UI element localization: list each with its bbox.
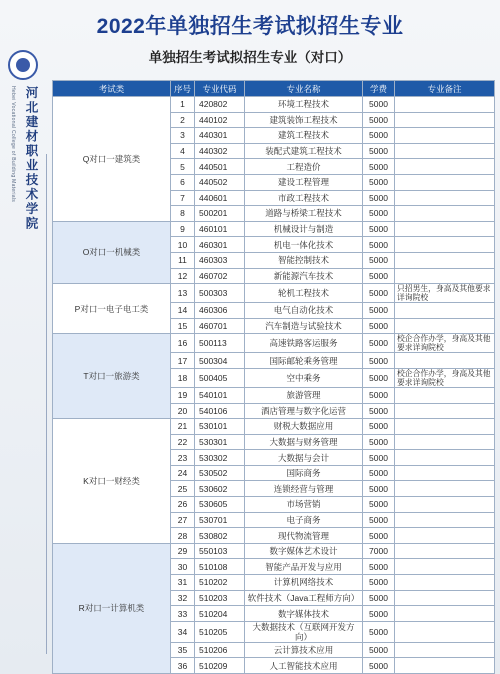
row-number: 12: [171, 268, 195, 284]
major-note: [395, 318, 495, 334]
major-code: 530301: [195, 434, 245, 450]
row-number: 20: [171, 403, 195, 419]
major-code: 510202: [195, 575, 245, 591]
col-header-category: 考试类: [53, 81, 171, 97]
category-cell: Q对口一建筑类: [53, 97, 171, 222]
tuition-fee: 5000: [363, 252, 395, 268]
row-number: 11: [171, 252, 195, 268]
row-number: 35: [171, 642, 195, 658]
school-english-name: Hebei Vocational College of Building Materials: [10, 86, 16, 203]
row-number: 21: [171, 419, 195, 435]
major-code: 530602: [195, 481, 245, 497]
major-name: 数字媒体艺术设计: [245, 543, 363, 559]
tuition-fee: 5000: [363, 303, 395, 319]
major-code: 530605: [195, 497, 245, 513]
col-header-name: 专业名称: [245, 81, 363, 97]
tuition-fee: 5000: [363, 497, 395, 513]
major-name: 道路与桥梁工程技术: [245, 206, 363, 222]
major-code: 440501: [195, 159, 245, 175]
table-row: [53, 419, 495, 435]
row-number: 29: [171, 543, 195, 559]
major-code: 440102: [195, 112, 245, 128]
majors-table: [52, 80, 495, 674]
major-note: [395, 465, 495, 481]
major-code: 510206: [195, 642, 245, 658]
col-header-note: 专业备注: [395, 81, 495, 97]
tuition-fee: 5000: [363, 368, 395, 387]
major-name: 大数据与会计: [245, 450, 363, 466]
major-code: 460301: [195, 237, 245, 253]
major-code: 510203: [195, 590, 245, 606]
major-note: [395, 590, 495, 606]
major-note: [395, 621, 495, 642]
major-code: 510209: [195, 658, 245, 674]
major-note: [395, 252, 495, 268]
row-number: 23: [171, 450, 195, 466]
row-number: 6: [171, 174, 195, 190]
tuition-fee: 5000: [363, 528, 395, 544]
major-code: 500405: [195, 368, 245, 387]
tuition-fee: 5000: [363, 353, 395, 369]
col-header-no: 序号: [171, 81, 195, 97]
major-note: [395, 159, 495, 175]
table-row: [53, 543, 495, 559]
major-name: 市场营销: [245, 497, 363, 513]
tuition-fee: 5000: [363, 334, 395, 353]
page-subtitle: 单独招生考试拟招生专业（对口）: [148, 50, 352, 65]
major-name: 空中乘务: [245, 368, 363, 387]
tuition-fee: 5000: [363, 434, 395, 450]
major-code: 440301: [195, 128, 245, 144]
major-code: 500201: [195, 206, 245, 222]
major-name: 人工智能技术应用: [245, 658, 363, 674]
major-note: [395, 497, 495, 513]
major-note: [395, 434, 495, 450]
major-code: 460306: [195, 303, 245, 319]
category-cell: R对口一计算机类: [53, 543, 171, 673]
row-number: 26: [171, 497, 195, 513]
tuition-fee: 5000: [363, 512, 395, 528]
category-cell: T对口一旅游类: [53, 334, 171, 419]
tuition-fee: 5000: [363, 206, 395, 222]
major-note: [395, 575, 495, 591]
table-row: [53, 97, 495, 113]
tuition-fee: 5000: [363, 97, 395, 113]
major-note: [395, 206, 495, 222]
major-name: 新能源汽车技术: [245, 268, 363, 284]
major-note: [395, 128, 495, 144]
table-header-row: [53, 81, 495, 97]
major-note: [395, 512, 495, 528]
major-name: 大数据与财务管理: [245, 434, 363, 450]
major-name: 高速铁路客运服务: [245, 334, 363, 353]
table-row: [53, 221, 495, 237]
row-number: 27: [171, 512, 195, 528]
table-row: [53, 284, 495, 303]
major-name: 国际商务: [245, 465, 363, 481]
row-number: 7: [171, 190, 195, 206]
category-cell: O对口一机械类: [53, 221, 171, 283]
row-number: 32: [171, 590, 195, 606]
major-code: 530101: [195, 419, 245, 435]
tuition-fee: 5000: [363, 621, 395, 642]
row-number: 9: [171, 221, 195, 237]
tuition-fee: 5000: [363, 465, 395, 481]
sidebar: [0, 44, 50, 674]
major-name: 智能产品开发与应用: [245, 559, 363, 575]
major-note: [395, 450, 495, 466]
major-note: [395, 528, 495, 544]
major-code: 440302: [195, 143, 245, 159]
major-name: 轮机工程技术: [245, 284, 363, 303]
tuition-fee: 5000: [363, 590, 395, 606]
row-number: 1: [171, 97, 195, 113]
tuition-fee: 5000: [363, 143, 395, 159]
tuition-fee: 5000: [363, 450, 395, 466]
row-number: 24: [171, 465, 195, 481]
row-number: 10: [171, 237, 195, 253]
tuition-fee: 5000: [363, 318, 395, 334]
tuition-fee: 5000: [363, 403, 395, 419]
major-note: [395, 559, 495, 575]
major-note: 只招男生，身高及其他要求详询院校: [395, 284, 495, 303]
row-number: 33: [171, 606, 195, 622]
major-name: 国际邮轮乘务管理: [245, 353, 363, 369]
major-name: 电气自动化技术: [245, 303, 363, 319]
major-note: [395, 658, 495, 674]
major-note: [395, 237, 495, 253]
row-number: 31: [171, 575, 195, 591]
major-note: [395, 190, 495, 206]
row-number: 14: [171, 303, 195, 319]
tuition-fee: 5000: [363, 159, 395, 175]
major-name: 酒店管理与数字化运营: [245, 403, 363, 419]
major-name: 市政工程技术: [245, 190, 363, 206]
major-code: 540101: [195, 387, 245, 403]
tuition-fee: 5000: [363, 559, 395, 575]
major-note: [395, 112, 495, 128]
tuition-fee: 5000: [363, 658, 395, 674]
row-number: 8: [171, 206, 195, 222]
major-code: 530302: [195, 450, 245, 466]
major-name: 现代物流管理: [245, 528, 363, 544]
major-code: 510108: [195, 559, 245, 575]
col-header-code: 专业代码: [195, 81, 245, 97]
major-name: 装配式建筑工程技术: [245, 143, 363, 159]
row-number: 25: [171, 481, 195, 497]
major-note: [395, 303, 495, 319]
major-note: 校企合作办学，身高及其他要求详询院校: [395, 368, 495, 387]
major-note: [395, 387, 495, 403]
row-number: 36: [171, 658, 195, 674]
major-note: [395, 97, 495, 113]
tuition-fee: 5000: [363, 221, 395, 237]
major-note: [395, 419, 495, 435]
row-number: 34: [171, 621, 195, 642]
major-code: 530802: [195, 528, 245, 544]
major-code: 510205: [195, 621, 245, 642]
row-number: 13: [171, 284, 195, 303]
major-note: [395, 606, 495, 622]
row-number: 5: [171, 159, 195, 175]
school-name: 河北建材职业技术学院: [24, 86, 38, 231]
major-note: [395, 143, 495, 159]
major-name: 机电一体化技术: [245, 237, 363, 253]
major-name: 建筑装饰工程技术: [245, 112, 363, 128]
tuition-fee: 5000: [363, 268, 395, 284]
category-cell: P对口一电子电工类: [53, 284, 171, 334]
major-code: 530502: [195, 465, 245, 481]
major-code: 500113: [195, 334, 245, 353]
major-code: 530701: [195, 512, 245, 528]
row-number: 28: [171, 528, 195, 544]
row-number: 30: [171, 559, 195, 575]
major-note: [395, 403, 495, 419]
major-name: 财税大数据应用: [245, 419, 363, 435]
major-name: 计算机网络技术: [245, 575, 363, 591]
major-note: 校企合作办学，身高及其他要求详询院校: [395, 334, 495, 353]
row-number: 4: [171, 143, 195, 159]
tuition-fee: 5000: [363, 481, 395, 497]
tuition-fee: 5000: [363, 284, 395, 303]
tuition-fee: 5000: [363, 190, 395, 206]
row-number: 16: [171, 334, 195, 353]
major-code: 460702: [195, 268, 245, 284]
major-note: [395, 353, 495, 369]
row-number: 22: [171, 434, 195, 450]
row-number: 17: [171, 353, 195, 369]
row-number: 15: [171, 318, 195, 334]
col-header-fee: 学费: [363, 81, 395, 97]
row-number: 2: [171, 112, 195, 128]
major-note: [395, 221, 495, 237]
major-code: 500303: [195, 284, 245, 303]
tuition-fee: 5000: [363, 387, 395, 403]
major-code: 460701: [195, 318, 245, 334]
tuition-fee: 5000: [363, 112, 395, 128]
major-name: 云计算技术应用: [245, 642, 363, 658]
major-name: 汽车制造与试验技术: [245, 318, 363, 334]
major-code: 540106: [195, 403, 245, 419]
table-body: [53, 97, 495, 674]
major-note: [395, 642, 495, 658]
tuition-fee: 7000: [363, 543, 395, 559]
major-note: [395, 543, 495, 559]
tuition-fee: 5000: [363, 642, 395, 658]
major-name: 大数据技术（互联网开发方向）: [245, 621, 363, 642]
major-code: 500304: [195, 353, 245, 369]
category-cell: K对口一财经类: [53, 419, 171, 544]
tuition-fee: 5000: [363, 575, 395, 591]
major-code: 440502: [195, 174, 245, 190]
major-name: 旅游管理: [245, 387, 363, 403]
tuition-fee: 5000: [363, 606, 395, 622]
major-code: 510204: [195, 606, 245, 622]
page-title: 2022年单独招生考试拟招生专业: [96, 15, 404, 38]
major-note: [395, 174, 495, 190]
major-name: 建设工程管理: [245, 174, 363, 190]
table-row: [53, 334, 495, 353]
divider: [46, 154, 47, 654]
row-number: 19: [171, 387, 195, 403]
row-number: 3: [171, 128, 195, 144]
row-number: 18: [171, 368, 195, 387]
major-name: 工程造价: [245, 159, 363, 175]
major-name: 建筑工程技术: [245, 128, 363, 144]
major-note: [395, 481, 495, 497]
major-code: 440601: [195, 190, 245, 206]
major-code: 420802: [195, 97, 245, 113]
major-name: 软件技术（Java工程师方向）: [245, 590, 363, 606]
major-name: 数字媒体技术: [245, 606, 363, 622]
major-note: [395, 268, 495, 284]
major-name: 连锁经营与管理: [245, 481, 363, 497]
tuition-fee: 5000: [363, 419, 395, 435]
major-name: 智能控制技术: [245, 252, 363, 268]
tuition-fee: 5000: [363, 174, 395, 190]
major-name: 电子商务: [245, 512, 363, 528]
major-code: 550103: [195, 543, 245, 559]
major-name: 环境工程技术: [245, 97, 363, 113]
tuition-fee: 5000: [363, 128, 395, 144]
major-code: 460303: [195, 252, 245, 268]
major-name: 机械设计与制造: [245, 221, 363, 237]
tuition-fee: 5000: [363, 237, 395, 253]
major-code: 460101: [195, 221, 245, 237]
